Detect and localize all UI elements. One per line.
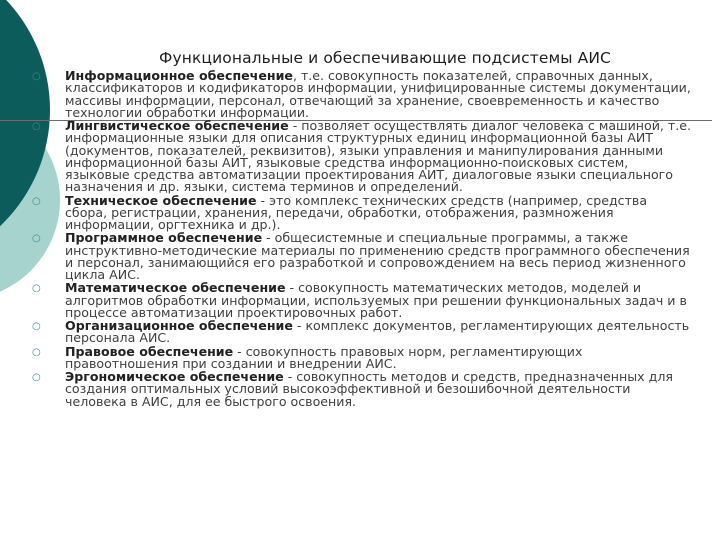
hollow-circle-bullet-icon: ○ <box>32 321 41 332</box>
item-term: Эргономическое обеспечение <box>65 369 284 384</box>
item-description: - позволяет осуществлять диалог человека с машиной, т.е. информационные языки для описания структурных единиц информационной базы АИТ (документов, показателей, реквизитов), языки управления и манипулирования данными информационной базы АИТ, языковые средства информационно-поисковых систем, языковые средства автоматизации проектирования АИТ, диалоговые языки специального назначения и др. языки, система терминов и определений. <box>65 118 691 195</box>
hollow-circle-bullet-icon: ○ <box>32 372 41 383</box>
list-item <box>31 320 691 345</box>
list-item <box>31 70 691 119</box>
hollow-circle-bullet-icon: ○ <box>32 233 41 245</box>
item-description: - совокупность методов и средств, предназначенных для создания оптимальных условий высокоэффективной и безошибочной деятельности человека в АИС, для ее быстрого освоения. <box>65 369 673 409</box>
item-term: Правовое обеспечение <box>65 343 234 359</box>
list-item <box>31 192 691 232</box>
subsystems-list <box>31 70 691 409</box>
item-description: - совокупность математических методов, моделей и алгоритмов обработки информации, используемых при решении функциональных задач и в процессе автоматизации проектировочных работ. <box>65 280 687 320</box>
list-item <box>31 371 691 408</box>
list-item <box>31 120 691 194</box>
hollow-circle-bullet-icon: ○ <box>32 71 41 82</box>
item-term: Программное обеспечение <box>65 230 263 246</box>
hollow-circle-bullet-icon: ○ <box>32 346 41 358</box>
item-term: Организационное обеспечение <box>65 318 293 333</box>
item-description: - это комплекс технических средств (например, средства сбора, регистрации, хранения, передачи, обработки, отображения, размножения информации, оргтехника и др.). <box>65 192 648 232</box>
item-term: Математическое обеспечение <box>65 280 286 296</box>
item-description: - общесистемные и специальные программы, а также инструктивно-методические материалы по применению средств программного обеспечения и персонал, занимающийся его разработкой и сопровождением на весь период жизненного цикла АИС. <box>65 230 690 282</box>
list-item <box>31 343 691 371</box>
item-description: - комплекс документов, регламентирующих деятельность персонала АИС. <box>65 318 690 346</box>
item-term: Техническое обеспечение <box>65 192 257 208</box>
item-description: - совокупность правовых норм, регламентирующих правоотношения при создании и внедрении АИС. <box>65 343 583 371</box>
item-term: Лингвистическое обеспечение <box>65 118 289 133</box>
slide-title <box>0 49 720 67</box>
list-item <box>31 232 691 281</box>
item-description: , т.е. совокупность показателей, справочных данных, классификаторов и кодификаторов информации, унифицированные системы документации, массивы информации, персонал, отвечающий за хранение, своевременность и качество технологии обработки информации. <box>65 68 691 120</box>
item-term: Информационное обеспечение <box>65 68 293 83</box>
list-item <box>31 282 691 319</box>
hollow-circle-bullet-icon: ○ <box>32 195 41 207</box>
hollow-circle-bullet-icon: ○ <box>32 121 41 132</box>
hollow-circle-bullet-icon: ○ <box>32 283 41 295</box>
slide-title-text: Функциональные и обеспечивающие подсистемы АИС <box>159 49 611 67</box>
